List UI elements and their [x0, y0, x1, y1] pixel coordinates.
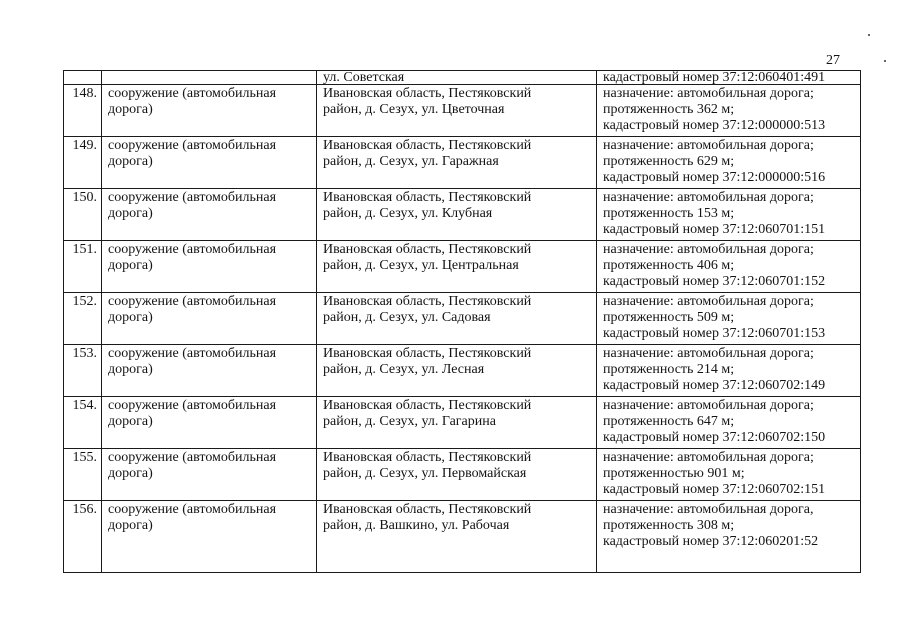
table-row — [64, 345, 861, 397]
row-number-cell — [64, 71, 102, 85]
object-name-cell: сооружение (автомобильная дорога) — [102, 501, 317, 573]
object-name-cell: сооружение (автомобильная дорога) — [102, 137, 317, 189]
scan-speck — [884, 60, 886, 62]
object-name-cell: сооружение (автомобильная дорога) — [102, 345, 317, 397]
row-number-cell: 155. — [64, 449, 102, 501]
property-registry-table — [63, 70, 861, 573]
address-cell: Ивановская область, Пестяковский район, д. Сезух, ул. Садовая — [317, 293, 597, 345]
address-cell: Ивановская область, Пестяковский район, д. Сезух, ул. Гаражная — [317, 137, 597, 189]
details-cell: назначение: автомобильная дорога; протяженность 214 м; кадастровый номер 37:12:060702:149 — [597, 345, 861, 397]
row-number-cell: 148. — [64, 85, 102, 137]
table-row — [64, 397, 861, 449]
object-name-cell: сооружение (автомобильная дорога) — [102, 241, 317, 293]
table-row — [64, 189, 861, 241]
row-number-cell: 152. — [64, 293, 102, 345]
details-cell: назначение: автомобильная дорога; протяженность 647 м; кадастровый номер 37:12:060702:150 — [597, 397, 861, 449]
details-cell: назначение: автомобильная дорога; протяженность 406 м; кадастровый номер 37:12:060701:152 — [597, 241, 861, 293]
address-cell: Ивановская область, Пестяковский район, д. Сезух, ул. Клубная — [317, 189, 597, 241]
table-row — [64, 85, 861, 137]
address-cell: Ивановская область, Пестяковский район, д. Сезух, ул. Центральная — [317, 241, 597, 293]
details-cell: назначение: автомобильная дорога, протяженность 308 м; кадастровый номер 37:12:060201:52 — [597, 501, 861, 573]
table-row — [64, 501, 861, 573]
address-cell: Ивановская область, Пестяковский район, д. Сезух, ул. Первомайская — [317, 449, 597, 501]
address-cell: Ивановская область, Пестяковский район, д. Вашкино, ул. Рабочая — [317, 501, 597, 573]
details-cell: назначение: автомобильная дорога; протяженность 509 м; кадастровый номер 37:12:060701:153 — [597, 293, 861, 345]
object-name-cell: сооружение (автомобильная дорога) — [102, 293, 317, 345]
row-number-cell: 153. — [64, 345, 102, 397]
details-cell: назначение: автомобильная дорога; протяженностью 901 м; кадастровый номер 37:12:060702:151 — [597, 449, 861, 501]
scan-speck — [868, 34, 870, 36]
address-cell: Ивановская область, Пестяковский район, д. Сезух, ул. Гагарина — [317, 397, 597, 449]
continuation-row — [64, 71, 861, 85]
row-number-cell: 151. — [64, 241, 102, 293]
table-row — [64, 241, 861, 293]
row-number-cell: 149. — [64, 137, 102, 189]
address-cell: Ивановская область, Пестяковский район, д. Сезух, ул. Цветочная — [317, 85, 597, 137]
details-cell: назначение: автомобильная дорога; протяженность 362 м; кадастровый номер 37:12:000000:513 — [597, 85, 861, 137]
object-name-cell: сооружение (автомобильная дорога) — [102, 397, 317, 449]
object-name-cell: сооружение (автомобильная дорога) — [102, 85, 317, 137]
table-row — [64, 449, 861, 501]
address-cell: Ивановская область, Пестяковский район, д. Сезух, ул. Лесная — [317, 345, 597, 397]
details-cell: назначение: автомобильная дорога; протяженность 629 м; кадастровый номер 37:12:000000:516 — [597, 137, 861, 189]
row-number-cell: 150. — [64, 189, 102, 241]
object-name-cell: сооружение (автомобильная дорога) — [102, 449, 317, 501]
object-name-cell: сооружение (автомобильная дорога) — [102, 189, 317, 241]
details-cell: кадастровый номер 37:12:060401:491 — [597, 71, 861, 85]
details-cell: назначение: автомобильная дорога; протяженность 153 м; кадастровый номер 37:12:060701:151 — [597, 189, 861, 241]
row-number-cell: 154. — [64, 397, 102, 449]
table-row — [64, 293, 861, 345]
object-name-cell — [102, 71, 317, 85]
page-number: 27 — [826, 53, 840, 68]
address-cell: ул. Советская — [317, 71, 597, 85]
table-row — [64, 137, 861, 189]
row-number-cell: 156. — [64, 501, 102, 573]
